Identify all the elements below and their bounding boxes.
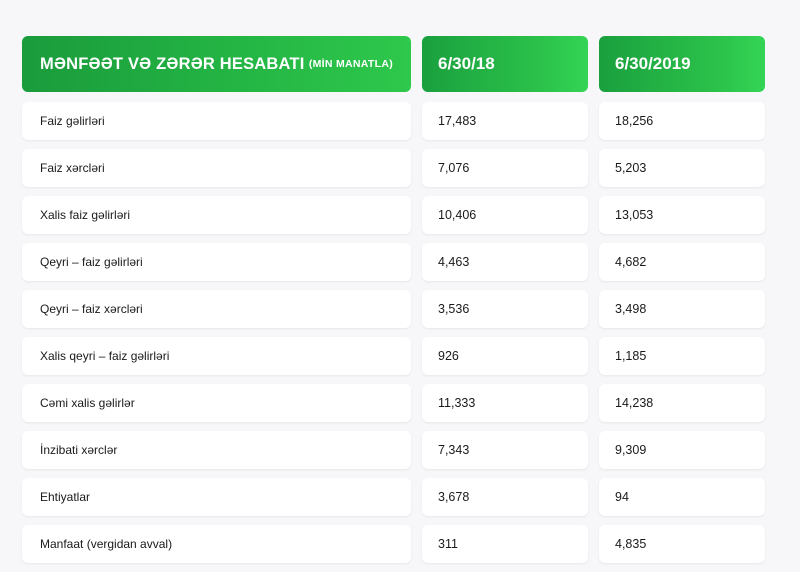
row-label: Ehtiyatlar [22, 478, 411, 516]
row-value-period-1: 7,076 [422, 149, 588, 187]
row-value-period-2: 1,185 [599, 337, 765, 375]
row-value-period-2: 5,203 [599, 149, 765, 187]
row-value-period-1: 3,678 [422, 478, 588, 516]
table-title-cell [22, 36, 411, 92]
row-value-period-2: 3,498 [599, 290, 765, 328]
table-row [22, 337, 778, 375]
row-label: Qeyri – faiz xərcləri [22, 290, 411, 328]
row-value-period-1: 17,483 [422, 102, 588, 140]
table-row [22, 149, 778, 187]
table-row [22, 102, 778, 140]
row-value-period-1: 7,343 [422, 431, 588, 469]
row-value-period-2: 4,835 [599, 525, 765, 563]
row-value-period-1: 4,463 [422, 243, 588, 281]
row-value-period-2: 4,682 [599, 243, 765, 281]
row-value-period-2: 18,256 [599, 102, 765, 140]
row-value-period-1: 11,333 [422, 384, 588, 422]
row-value-period-2: 9,309 [599, 431, 765, 469]
table-row [22, 431, 778, 469]
table-row [22, 525, 778, 563]
row-label: Manfaat (vergidan avval) [22, 525, 411, 563]
table-row [22, 384, 778, 422]
row-value-period-1: 311 [422, 525, 588, 563]
row-value-period-2: 13,053 [599, 196, 765, 234]
unit-label: (MİN MANATLA) [308, 57, 393, 70]
row-label: Faiz xərcləri [22, 149, 411, 187]
row-value-period-2: 94 [599, 478, 765, 516]
row-value-period-1: 10,406 [422, 196, 588, 234]
row-value-period-2: 14,238 [599, 384, 765, 422]
row-value-period-1: 3,536 [422, 290, 588, 328]
table-row [22, 290, 778, 328]
row-value-period-1: 926 [422, 337, 588, 375]
table-row [22, 196, 778, 234]
row-label: Xalis qeyri – faiz gəlirləri [22, 337, 411, 375]
row-label: Qeyri – faiz gəlirləri [22, 243, 411, 281]
table-row [22, 243, 778, 281]
column-header-period-2: 6/30/2019 [599, 36, 765, 92]
column-header-period-1: 6/30/18 [422, 36, 588, 92]
row-label: Cəmi xalis gəlirlər [22, 384, 411, 422]
row-label: Faiz gəlirləri [22, 102, 411, 140]
profit-loss-table [22, 36, 778, 572]
table-row [22, 478, 778, 516]
page-title: MƏNFƏƏT VƏ ZƏRƏR HESABATI [40, 54, 305, 73]
table-header-row [22, 36, 778, 92]
row-label: Xalis faiz gəlirləri [22, 196, 411, 234]
row-label: İnzibati xərclər [22, 431, 411, 469]
